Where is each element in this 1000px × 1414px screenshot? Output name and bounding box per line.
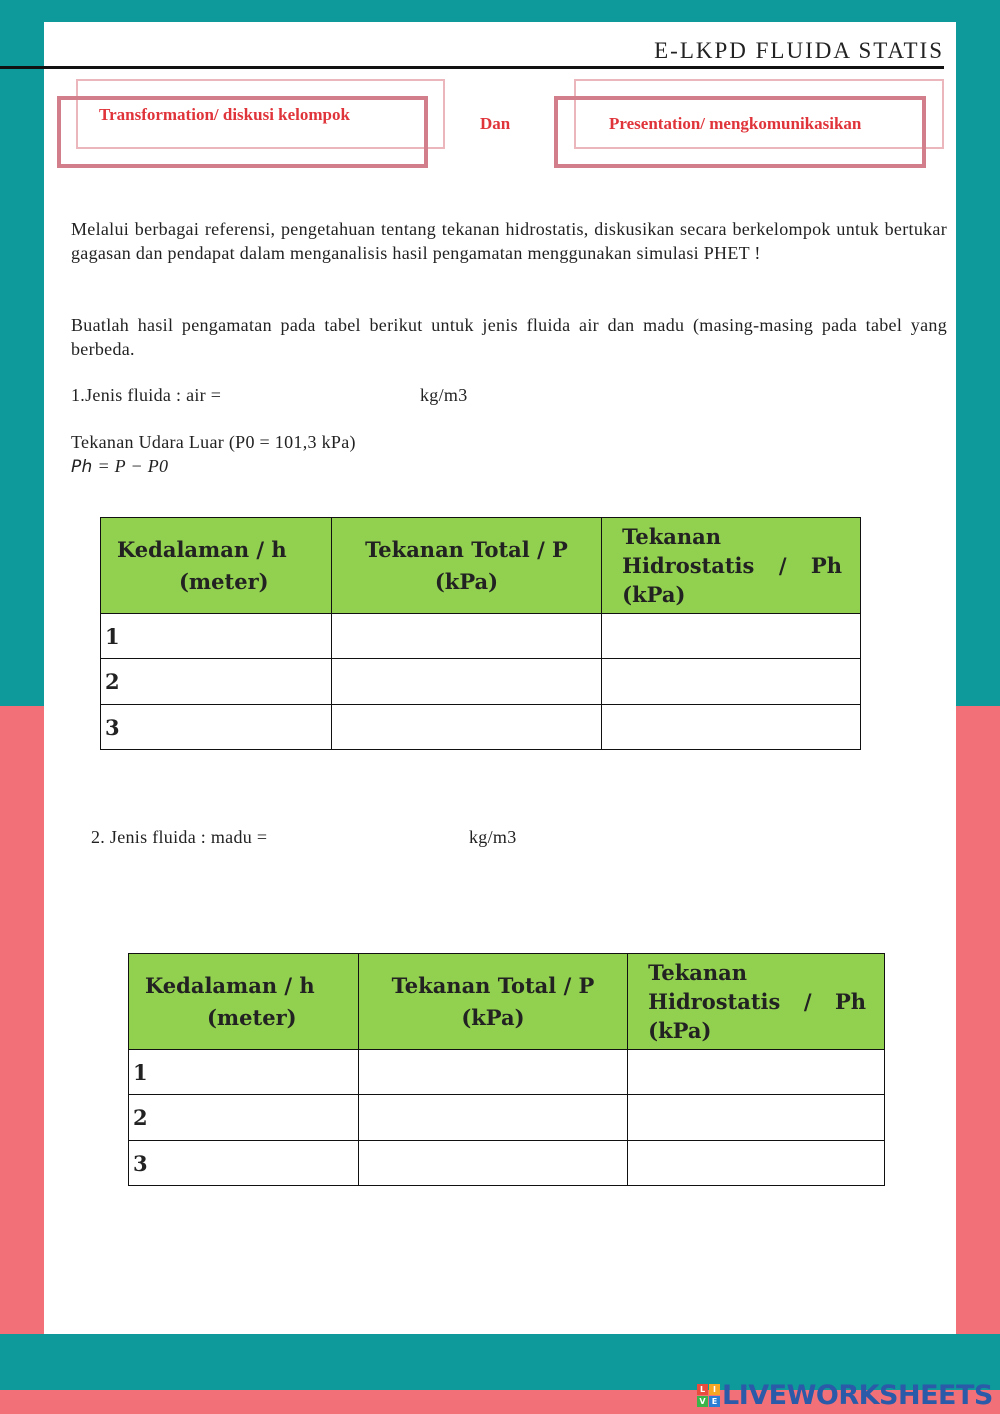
logo-letter-v: V bbox=[697, 1396, 708, 1407]
observation-table-air bbox=[100, 517, 861, 750]
total-pressure-input[interactable] bbox=[358, 1095, 627, 1141]
header-depth-line1: Kedalaman / h bbox=[145, 972, 315, 998]
step-label-presentation: Presentation/ mengkomunikasikan bbox=[609, 114, 862, 133]
pressure-formula bbox=[71, 456, 168, 477]
table-row bbox=[129, 1095, 885, 1141]
fluid2-label: 2. Jenis fluida : madu = bbox=[91, 827, 268, 847]
header-hydro-line1: Tekanan bbox=[648, 960, 748, 985]
depth-cell: 2 bbox=[101, 659, 332, 705]
depth-cell: 1 bbox=[129, 1050, 359, 1095]
logo-icon bbox=[697, 1384, 720, 1407]
table-row bbox=[129, 1141, 885, 1186]
header-total-pressure bbox=[331, 518, 601, 614]
depth-cell: 3 bbox=[101, 705, 332, 750]
fluid1-label: 1.Jenis fluida : air = bbox=[71, 385, 222, 405]
hydrostatic-pressure-input[interactable] bbox=[602, 705, 861, 750]
logo-letter-i: I bbox=[709, 1384, 720, 1395]
formula-rest: = P − P0 bbox=[92, 456, 169, 476]
header-hydro-line3: (kPa) bbox=[648, 1018, 712, 1043]
hydrostatic-pressure-input[interactable] bbox=[628, 1141, 885, 1186]
depth-cell: 1 bbox=[101, 614, 332, 659]
header-depth bbox=[129, 954, 359, 1050]
total-pressure-input[interactable] bbox=[331, 705, 601, 750]
header-hydro-word: Hidrostatis bbox=[622, 553, 755, 578]
logo-text: LIVEWORKSHEETS bbox=[722, 1379, 993, 1411]
header-hydro-word: Hidrostatis bbox=[648, 989, 781, 1014]
header-hydro-line3: (kPa) bbox=[622, 582, 686, 607]
depth-cell: 2 bbox=[129, 1095, 359, 1141]
hydrostatic-pressure-input[interactable] bbox=[602, 614, 861, 659]
total-pressure-input[interactable] bbox=[331, 659, 601, 705]
logo-letter-e: E bbox=[709, 1396, 720, 1407]
total-pressure-input[interactable] bbox=[358, 1141, 627, 1186]
page-title: E-LKPD FLUIDA STATIS bbox=[654, 38, 944, 63]
header-total-line1: Tekanan Total / P bbox=[391, 972, 595, 998]
hydrostatic-pressure-input[interactable] bbox=[628, 1095, 885, 1141]
header-total-line2: (kPa) bbox=[434, 568, 499, 594]
header-depth bbox=[101, 518, 332, 614]
header-hydro-line2 bbox=[648, 987, 866, 1016]
formula-ph: Ph bbox=[71, 457, 93, 477]
header-hydro-line2 bbox=[622, 551, 842, 580]
total-pressure-input[interactable] bbox=[331, 614, 601, 659]
table-row bbox=[101, 614, 861, 659]
table-row bbox=[101, 705, 861, 750]
header-total-pressure bbox=[358, 954, 627, 1050]
header-hydro-symbol: Ph bbox=[810, 553, 842, 578]
header-depth-line1: Kedalaman / h bbox=[117, 536, 287, 562]
header-divider bbox=[0, 66, 944, 69]
liveworksheets-logo[interactable] bbox=[697, 1379, 993, 1411]
header-hydrostatic-pressure bbox=[628, 954, 885, 1050]
hydrostatic-pressure-input[interactable] bbox=[602, 659, 861, 705]
fluid1-unit: kg/m3 bbox=[420, 385, 468, 405]
outside-pressure-text: Tekanan Udara Luar (P0 = 101,3 kPa) bbox=[71, 432, 356, 452]
fluid2-unit: kg/m3 bbox=[469, 827, 517, 847]
header-total-line1: Tekanan Total / P bbox=[365, 536, 568, 562]
hydrostatic-pressure-input[interactable] bbox=[628, 1050, 885, 1095]
header-hydro-slash: / bbox=[803, 989, 812, 1014]
header-total-line2: (kPa) bbox=[461, 1004, 525, 1030]
table-row bbox=[101, 659, 861, 705]
header-hydro-slash: / bbox=[778, 553, 787, 578]
header-hydro-line1: Tekanan bbox=[622, 524, 722, 549]
intro-paragraph-1: Melalui berbagai referensi, pengetahuan tentang tekanan hidrostatis, diskusikan secara berkelompok untuk bertukar gagasan dan pendapat dalam menganalisis hasil pengamatan menggunakan simulasi PHET ! bbox=[71, 219, 947, 263]
header-depth-line2: (meter) bbox=[207, 1004, 297, 1030]
table-row bbox=[129, 1050, 885, 1095]
observation-table-madu bbox=[128, 953, 885, 1186]
total-pressure-input[interactable] bbox=[358, 1050, 627, 1095]
header-depth-line2: (meter) bbox=[179, 568, 269, 594]
header-hydro-symbol: Ph bbox=[834, 989, 866, 1014]
step-connector: Dan bbox=[480, 114, 511, 133]
logo-letter-l: L bbox=[697, 1384, 708, 1395]
depth-cell: 3 bbox=[129, 1141, 359, 1186]
intro-paragraph-2: Buatlah hasil pengamatan pada tabel berikut untuk jenis fluida air dan madu (masing-masing pada tabel yang berbeda. bbox=[71, 315, 947, 359]
header-hydrostatic-pressure bbox=[602, 518, 861, 614]
step-label-transformation: Transformation/ diskusi kelompok bbox=[99, 105, 350, 124]
